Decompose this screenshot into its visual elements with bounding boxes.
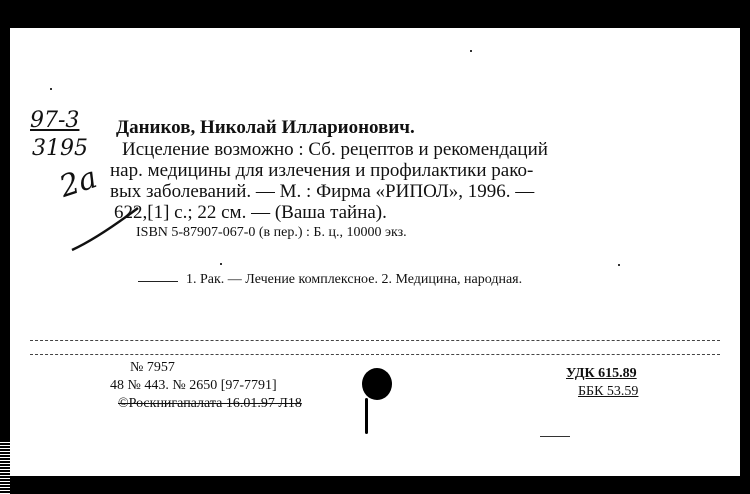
- subjects-line: 1. Рак. — Лечение комплексное. 2. Медицина, народная.: [186, 272, 523, 287]
- separator-rule-1: [30, 340, 720, 341]
- call-number-top: 97-3: [30, 108, 80, 133]
- title-line-4: 622,[1] с.; 22 см. — (Ваша тайна).: [114, 202, 387, 223]
- scan-speck: [220, 263, 222, 265]
- title-line-2: нар. медицины для излечения и профилактики рако-: [110, 160, 534, 181]
- ink-tail: [365, 398, 368, 434]
- title-line-1: Исцеление возможно : Сб. рецептов и рекомендаций: [122, 139, 548, 160]
- scan-edge-left: [0, 0, 8, 494]
- call-number-bottom: 3195: [32, 136, 88, 161]
- scan-speck: [50, 88, 52, 90]
- registry-line: 48 № 443. № 2650 [97-7791]: [110, 378, 277, 393]
- scan-edge-lines: [0, 440, 10, 494]
- scan-speck: [540, 436, 570, 437]
- catalog-card: [10, 28, 740, 476]
- udc-code: УДК 615.89: [566, 366, 637, 381]
- handwritten-mark: 2a: [55, 160, 102, 205]
- scan-speck: [470, 50, 472, 52]
- bbk-code: ББК 53.59: [578, 384, 639, 399]
- record-number: № 7957: [130, 360, 175, 375]
- scan-speck: [618, 264, 620, 266]
- separator-rule-2: [30, 354, 720, 355]
- isbn-line: ISBN 5-87907-067-0 (в пер.) : Б. ц., 10000 экз.: [136, 225, 407, 240]
- title-line-3: вых заболеваний. — М. : Фирма «РИПОЛ», 1996. —: [110, 181, 535, 202]
- copyright-line: ©Роскнигапалата 16.01.97 Л18: [118, 396, 302, 411]
- subjects-rule: [138, 281, 178, 282]
- ink-blot: [362, 368, 392, 400]
- author-heading: Даников, Николай Илларионович.: [116, 117, 415, 138]
